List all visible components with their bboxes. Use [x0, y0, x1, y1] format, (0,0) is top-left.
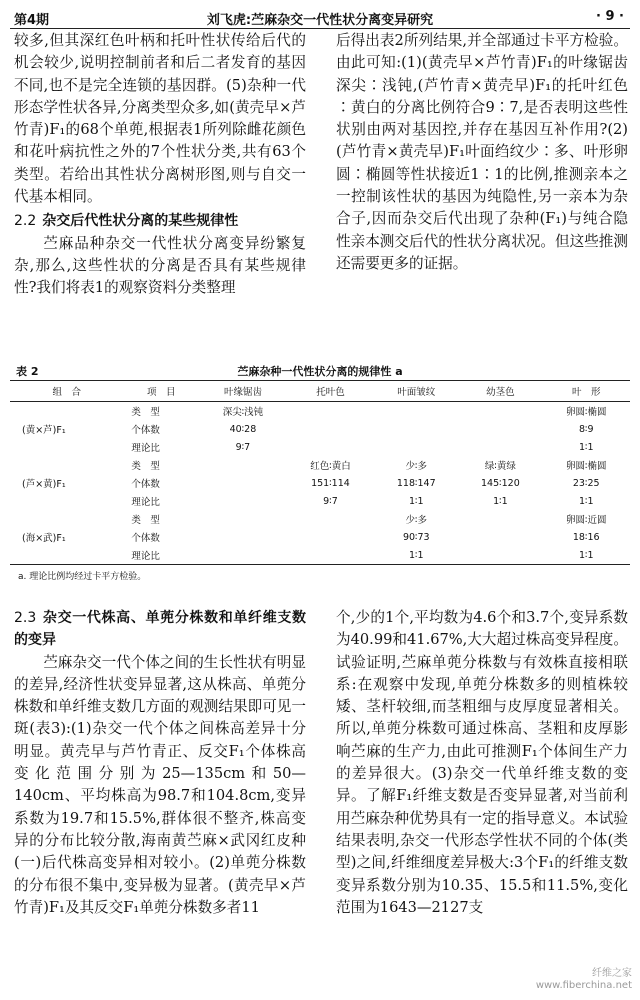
table-cell [374, 420, 458, 438]
table-cell: 118∶147 [396, 477, 436, 489]
table-cell [458, 438, 542, 456]
table-header-cell: 叶 形 [542, 381, 630, 402]
table-header-cell: 叶面皱纹 [374, 381, 458, 402]
table-cell [287, 402, 375, 421]
table-cell [199, 510, 287, 528]
table-cell [458, 510, 542, 528]
table-cell [199, 456, 287, 474]
table-footnote: a. 理论比例均经过卡平方检验。 [18, 572, 147, 582]
table-cell [374, 402, 458, 421]
watermark [536, 968, 632, 992]
paragraph: 苎麻杂交一代个体之间的生长性状有明显的差异,经济性状变异显著,这从株高、单蔸分株数和单纤维支数几方面的观测结果即可见一斑(表3):(1)杂交一代个体之间株高差异十分明显。黄壳早与芦竹青正、反交F₁个体株高变化范围分别为25—135cm和50—140cm、平均株高为98.7和104.8cm,变异系数为19.7和15.5%,群体很不整齐,株高变异的分布比较分散,海南黄苎麻×武冈红皮种(一)后代株高变异相对较小。(2)单蔸分株数的分布很不集中,变异极为显著。(黄壳早×芦竹青)F₁及其反交F₁单蔸分株数多者11 [14, 653, 306, 916]
table-cell: 少∶多 [405, 515, 428, 526]
table-cell [199, 546, 287, 565]
table-cell: 1∶1 [578, 441, 594, 453]
section-number: 2.2 [14, 213, 37, 230]
section-heading-2-3 [14, 607, 306, 652]
table-cell: 9∶7 [235, 441, 251, 453]
paragraph: 较多,但其深红色叶柄和托叶性状传给后代的机会较少,说明控制前者和后二者发育的基因不同,也不是完全连锁的基因群。(5)杂种一代形态学性状各异,分离类型众多,如(黄壳早×芦竹青)F₁的68个单蔸,根据表1所列除雌花颜色和花叶病抗性之外的7个性状分类,共有63个类型。若给出其性状分离树形图,则与自交一代基本相同。 [14, 32, 306, 206]
table-cell [199, 474, 287, 492]
item-cell: 类 型 [131, 407, 160, 418]
table-row [10, 510, 630, 528]
table-title: 苎麻杂种一代性状分离的规律性 a [237, 365, 403, 378]
table-cell: 23∶25 [572, 477, 600, 489]
table-cell: 90∶73 [402, 531, 430, 543]
table-cell [199, 528, 287, 546]
table-cell: 1∶1 [578, 495, 594, 507]
item-cell: 理论比 [131, 443, 160, 454]
table-cell: 1∶1 [493, 495, 508, 507]
item-cell: 理论比 [123, 546, 199, 565]
table-header-cell: 项 目 [123, 381, 199, 402]
item-cell: 个体数 [131, 479, 160, 490]
table-cell [374, 438, 458, 456]
table-cell: 151∶114 [311, 477, 350, 489]
table-cell [287, 510, 375, 528]
combo-cell: (黄×芦)F₁ [22, 425, 66, 436]
table-header-cell: 组 合 [10, 381, 123, 402]
table-cell: 1∶1 [408, 495, 424, 507]
table-label: 表 2 [16, 365, 39, 378]
table-cell [458, 402, 542, 421]
issue-number: 第4期 [14, 13, 50, 28]
table-row [10, 456, 630, 474]
table-cell: 卵圆∶椭圆 [565, 407, 607, 418]
running-title: 刘飞虎:苎麻杂交一代性状分离变异研究 [206, 13, 434, 28]
right-column-top [336, 30, 628, 275]
data-table [10, 380, 630, 565]
table-cell [287, 420, 375, 438]
table-cell: 1∶1 [374, 546, 458, 565]
left-column-top [14, 30, 306, 300]
table-header-row [10, 381, 630, 402]
combo-cell: (芦×黄)F₁ [22, 479, 66, 490]
table-cell [458, 528, 542, 546]
table-cell [458, 420, 542, 438]
item-cell: 个体数 [131, 425, 160, 436]
table-cell: 1∶1 [542, 546, 630, 565]
paragraph: 后得出表2所列结果,并全部通过卡平方检验。由此可知:(1)(黄壳早×芦竹青)F₁的叶缘锯齿深尖∶浅钝,(芦竹青×黄壳早)F₁的托叶红色∶黄白的分离比例符合9∶7,是否表明这些性状别由两对基因控,并存在基因互补作用?(2)(芦竹青×黄壳早)F₁叶面绉纹少∶多、叶形卵圆∶椭圆等性状接近1∶1的比例,推测亲本之一控制该性状的基因为纯隐性,另一亲本为杂合子,因而杂交后代出现了杂种(F₁)与纯合隐性亲本测交后代的性状分离状况。但这些推测还需要更多的证据。 [336, 32, 628, 272]
table-cell: 9∶7 [323, 495, 338, 507]
running-head [10, 6, 630, 29]
item-cell: 类 型 [131, 461, 160, 472]
left-column-bottom [14, 607, 306, 919]
table-cell: 深尖∶浅钝 [222, 407, 264, 418]
watermark-line: 纤维之家 [592, 968, 632, 979]
table-cell: 卵圆∶椭圆 [565, 461, 607, 472]
table-cell [287, 528, 375, 546]
table-caption [10, 360, 630, 380]
item-cell: 个体数 [131, 533, 160, 544]
table-cell: 145∶120 [481, 477, 520, 489]
table-header-cell: 幼茎色 [458, 381, 542, 402]
table-cell [287, 546, 375, 565]
table-2 [10, 360, 630, 582]
page-number: · 9 · [596, 9, 624, 24]
watermark-url: www.fiberchina.net [535, 980, 632, 991]
section-title: 杂交后代性状分离的某些规律性 [42, 213, 239, 230]
paragraph: 苎麻品种杂交一代性状分离变异纷繁复杂,那么,这些性状的分离是否具有某些规律性?我们将表1的观察资料分类整理 [14, 234, 306, 297]
item-cell: 类 型 [131, 515, 160, 526]
table-header-cell: 叶缘锯齿 [199, 381, 287, 402]
section-number: 2.3 [14, 610, 37, 626]
table-cell [199, 492, 287, 510]
section-heading-2-2 [14, 210, 306, 232]
table-cell: 18∶16 [572, 531, 600, 543]
combo-cell: (海×武)F₁ [10, 510, 123, 565]
table-cell: 8∶9 [578, 423, 594, 435]
table-cell [287, 438, 375, 456]
table-cell: 40∶28 [229, 423, 257, 435]
item-cell: 理论比 [131, 497, 160, 508]
section-title: 杂交一代株高、单蔸分株数和单纤维支数的变异 [14, 610, 306, 649]
table-cell: 绿∶黄绿 [484, 461, 516, 472]
table-cell: 红色∶黄白 [310, 461, 351, 472]
paragraph: 个,少的1个,平均数为4.6个和3.7个,变异系数为40.99和41.67%,大大超过株高变异程度。试验证明,苎麻单蔸分株数与有效株直接相联系:在观察中发现,单蔸分株数多的则植株较矮、茎杆较细,而茎粗细与皮厚度显著相关。所以,单蔸分株数可通过株高、茎粗和皮厚影响苎麻的生产力,由此可推测F₁个体间生产力的差异很大。(3)杂交一代单纤维支数的变异。了解F₁纤维支数是否变异显著,对当前利用苎麻杂种优势具有一定的指导意义。本试验结果表明,杂交一代形态学性状不同的个体(类型)之间,纤维细度差异极大:3个F₁的纤维支数变异系数分别为10.35、15.5和11.5%,变化范围为1643—2127支 [336, 609, 628, 916]
right-column-bottom [336, 607, 628, 919]
table-row [10, 402, 630, 421]
table-header-cell: 托叶色 [287, 381, 375, 402]
table-cell: 少∶多 [405, 461, 428, 472]
table-cell: 卵圆∶近圆 [565, 515, 607, 526]
table-cell [458, 546, 542, 565]
